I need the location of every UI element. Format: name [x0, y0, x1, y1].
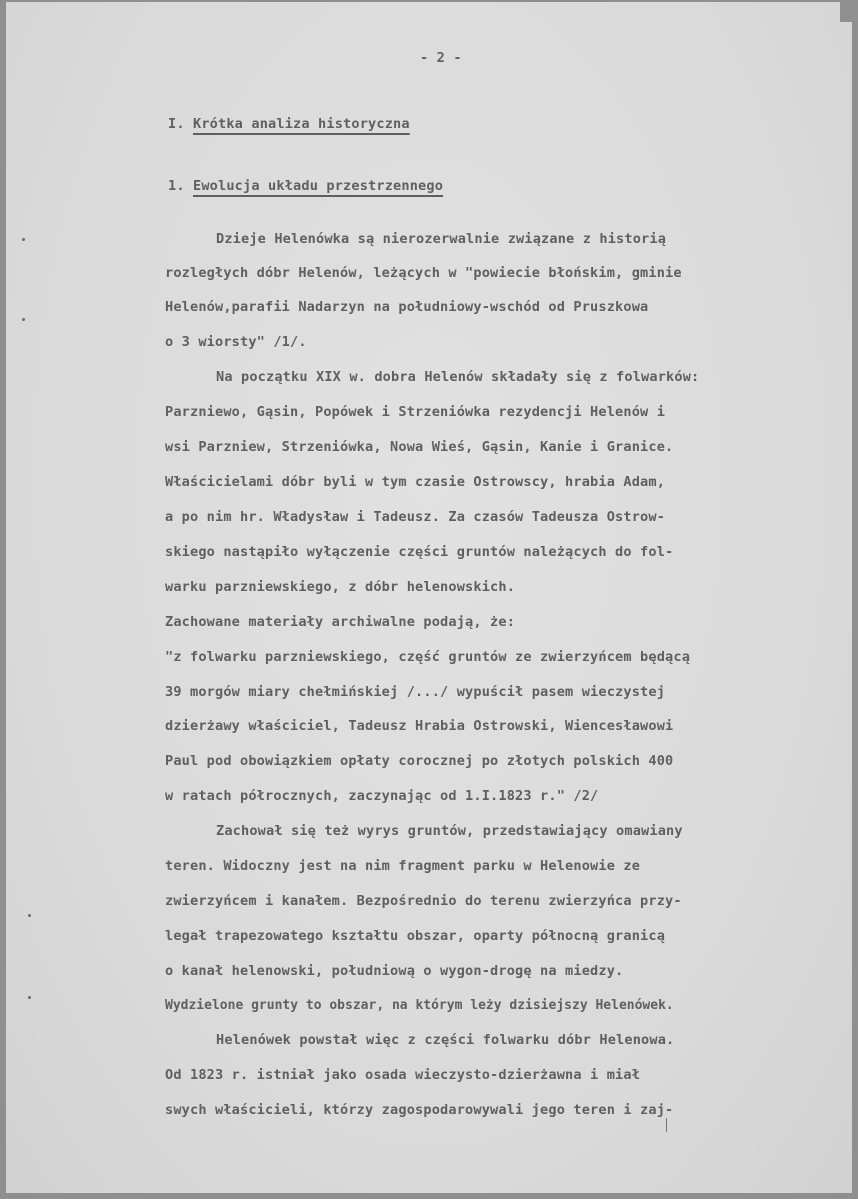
- quoted-line: Paul pod obowiązkiem opłaty corocznej po złotych polskich 400: [165, 753, 674, 769]
- section-heading: [168, 114, 410, 134]
- body-line: Dzieje Helenówka są nierozerwalnie związane z historią: [216, 231, 667, 247]
- body-line: o kanał helenowski, południową o wygon-drogę na miedzy.: [165, 963, 624, 979]
- punch-mark: [22, 318, 25, 321]
- stray-ink-mark: [666, 1118, 667, 1132]
- body-line: rozległych dóbr Helenów, leżących w "powiecie błońskim, gminie: [165, 265, 682, 281]
- body-line: o 3 wiorsty" /1/.: [165, 334, 307, 350]
- quoted-line: "z folwarku parzniewskiego, część gruntów ze zwierzyńcem będącą: [165, 649, 691, 665]
- body-line: Od 1823 r. istniał jako osada wieczysto-dzierżawna i miał: [165, 1067, 641, 1083]
- section-title: Krótka analiza historyczna: [193, 116, 410, 132]
- quoted-line: dzierżawy właściciel, Tadeusz Hrabia Ostrowski, Wiencesławowi: [165, 718, 674, 734]
- subsection-heading: [168, 176, 443, 196]
- subsection-number: 1.: [168, 178, 185, 194]
- body-line: Na początku XIX w. dobra Helenów składały się z folwarków:: [216, 369, 700, 385]
- section-number: I.: [168, 116, 185, 132]
- body-line: legał trapezowatego kształtu obszar, oparty północną granicą: [165, 928, 666, 944]
- sheet-corner-edge: [840, 2, 852, 22]
- body-line: Właścicielami dóbr byli w tym czasie Ostrowscy, hrabia Adam,: [165, 474, 666, 490]
- body-line: Helenów,parafii Nadarzyn na południowy-wschód od Pruszkowa: [165, 299, 649, 315]
- body-line: warku parzniewskiego, z dóbr helenowskich.: [165, 579, 516, 595]
- quoted-line: w ratach półrocznych, zaczynając od 1.I.1823 r." /2/: [165, 788, 599, 804]
- body-line: Helenówek powstał więc z części folwarku dóbr Helenowa.: [216, 1032, 675, 1048]
- body-line: teren. Widoczny jest na nim fragment parku w Helenowie ze: [165, 858, 641, 874]
- subsection-title: Ewolucja układu przestrzennego: [193, 178, 444, 194]
- body-line: zwierzyńcem i kanałem. Bezpośrednio do terenu zwierzyńca przy-: [165, 893, 682, 909]
- body-line: Zachowane materiały archiwalne podają, że:: [165, 614, 516, 630]
- quoted-line: 39 morgów miary chełmińskiej /.../ wypuścił pasem wieczystej: [165, 684, 666, 700]
- body-line: skiego nastąpiło wyłączenie części gruntów należących do fol-: [165, 544, 674, 560]
- body-line: Zachował się też wyrys gruntów, przedstawiający omawiany: [216, 823, 683, 839]
- punch-mark: [28, 996, 31, 999]
- body-line: a po nim hr. Władysław i Tadeusz. Za czasów Tadeusza Ostrow-: [165, 509, 666, 525]
- page-number: - 2 -: [420, 50, 462, 66]
- punch-mark: [22, 238, 25, 241]
- body-line: Parzniewo, Gąsin, Popówek i Strzeniówka rezydencji Helenów i: [165, 404, 666, 420]
- body-line: swych właścicieli, którzy zagospodarowywali jego teren i zaj-: [165, 1102, 674, 1118]
- body-line: wsi Parzniew, Strzeniówka, Nowa Wieś, Gąsin, Kanie i Granice.: [165, 439, 674, 455]
- body-line: Wydzielone grunty to obszar, na którym leży dzisiejszy Helenówek.: [165, 998, 674, 1013]
- punch-mark: [28, 914, 31, 917]
